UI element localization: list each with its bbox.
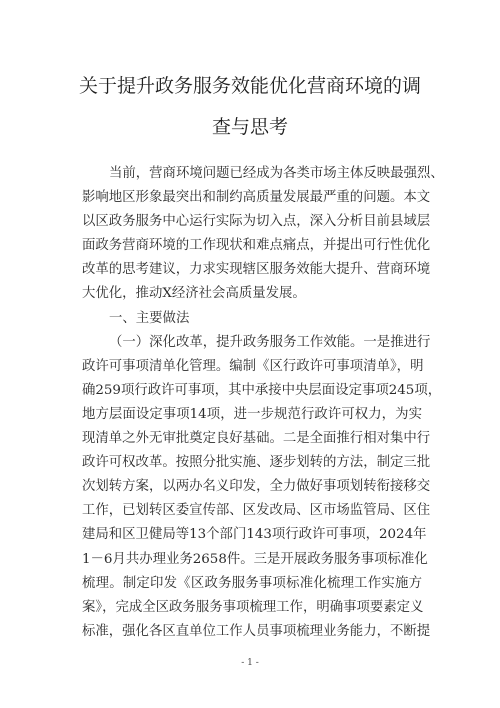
body-line: 政许可权改革。按照分批实施、逐步划转的方法，制定三批 <box>82 455 431 471</box>
body-line: 工作，已划转区委宣传部、区发改局、区市场监管局、区住 <box>82 503 431 519</box>
body-line: 1－6月共办理业务2658件。三是开展政务服务事项标准化 <box>82 551 428 567</box>
page-number: - 1 - <box>241 658 259 668</box>
body-line: 当前，营商环境问题已经成为各类市场主体反映最强烈、 <box>109 166 444 181</box>
document-title-line-1: 关于提升政务服务效能优化营商环境的调 <box>78 75 421 97</box>
body-line: 案》，完成全区政务服务事项梳理工作，明确事项要素定义 <box>82 599 424 615</box>
body-line: 标准，强化各区直单位工作人员事项梳理业务能力，不断提 <box>82 623 431 639</box>
body-line: 影响地区形象最突出和制约高质量发展最严重的问题。本文 <box>82 190 431 206</box>
document-body <box>82 162 444 644</box>
body-line: 地方层面设定事项14项，进一步规范行政许可权力，为实 <box>82 406 422 422</box>
body-line: 以区政务服务中心运行实际为切入点，深入分析目前县域层 <box>82 214 431 230</box>
body-line: 次划转方案，以两办名义印发，全力做好事项划转衔接移交 <box>82 479 431 495</box>
body-line: 现清单之外无审批奠定良好基础。二是全面推行相对集中行 <box>82 431 431 447</box>
body-line: 梳理。制定印发《区政务服务事项标准化梳理工作实施方 <box>82 575 422 591</box>
body-line: 面政务营商环境的工作现状和难点痛点，并提出可行性优化 <box>82 238 431 254</box>
body-line: 政许可事项清单化管理。编制《区行政许可事项清单》，明 <box>82 358 424 374</box>
body-line: （一）深化改革，提升政务服务工作效能。一是推进行 <box>109 334 431 350</box>
body-line: 建局和区卫健局等13个部门143项行政许可事项，2024年 <box>82 527 427 543</box>
body-line: 大优化，推动X经济社会高质量发展。 <box>82 286 306 302</box>
body-line: 确259项行政许可事项，其中承接中央层面设定事项245项， <box>82 382 442 398</box>
body-line: 改革的思考建议，力求实现辖区服务效能大提升、营商环境 <box>82 262 431 278</box>
section-heading: 一、主要做法 <box>109 310 190 326</box>
document-title-line-2: 查与思考 <box>211 116 288 138</box>
